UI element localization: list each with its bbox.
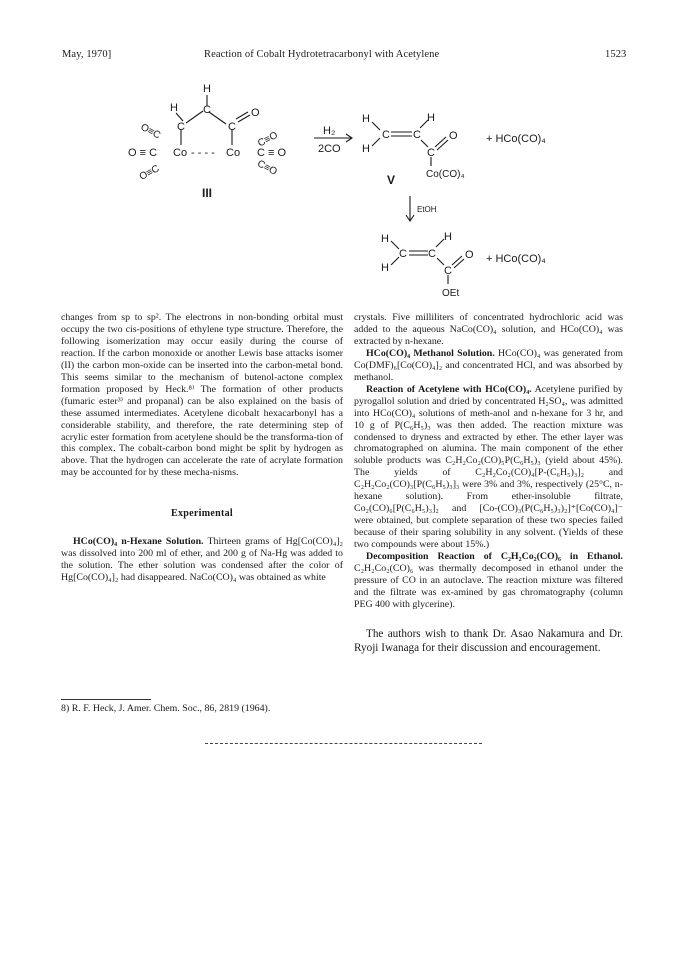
footnote-rule [61,699,151,700]
paragraph-text: Acetylene purified by pyrogallol solution and dried by concentrated H₂SO₄, was admitted into HCo(CO)₄ solutions of meth-anol and n-hexane for 3 hr, and 10 g of P(C₆H₅)₃ was then added. The reaction mixture was condensed to dryness and extracted by ether. The ether layer was chromatographed on alumina. The main component of the ether soluble products was C₂H₂Co₂(CO)₅P(C₆H₅)₃ (yield about 45%). The yields of C₂H₂Co₂(CO)₄[P-(C₆H₅)₃]₂ and C₂H₂Co₂(CO)₃[P(C₆H₅)₃]₃ were 3% and 3%, respectively (25°C, n-hexane solution). From ether-insoluble filtrate, Co₂(CO)₆[P(C₆H₅)₃]₂ and [Co-(CO)₃(P(C₆H₅)₃)₂]⁺[Co(CO)₄]⁻ were obtained, but complete separation of these two species failed because of their sparing solubility in any solvent. (Yields of these two compounds were about 15%.) [354,383,623,551]
co-ligand: C≡O [255,158,279,178]
atom-h: H [203,83,211,95]
reaction-scheme [0,0,688,300]
atom-c: C [427,147,435,159]
dashed-co-co-bond: - - - - [191,147,215,159]
atom-c: C [413,129,421,141]
body-paragraph [354,384,623,551]
atom-h: H [381,262,389,274]
paragraph-text: Thirteen grams of Hg[Co(CO)₄]₂ was dissolved into 200 ml of ether, and 200 g of Na-Hg was added to the solution. The ether solution was condensed after the color of Hg[Co(CO)₄]₂ had disappeared. NaCo(CO)₄ was obtained as white [61,536,343,584]
atom-c: C [399,248,407,260]
byproduct: + HCo(CO)₄ [486,253,546,265]
paragraph-heading: HCo(CO)₄ Methanol Solution. [366,347,495,359]
paragraph-text: HCo(CO)₄ was generated from Co(DMF)₆[Co(CO)₄]₂ and concentrated HCl, and was absorbed by methanol. [354,347,623,383]
header-date: May, 1970] [62,49,112,60]
atom-o: O [251,107,260,119]
left-column [61,312,343,584]
atom-cobalt: Co [226,147,241,159]
co-ligand: O≡C [137,163,162,183]
compound-label-v: V [387,173,396,187]
body-paragraph [354,348,623,384]
reagent-hydrogen: H₂ [323,125,336,137]
co-ligand: C≡O [256,129,280,150]
atom-c: C [428,248,436,260]
reagent-carbon-monoxide: 2CO [318,143,341,155]
co-ligand: C ≡ O [257,147,287,159]
atom-c: C [228,121,236,133]
atom-h: H [427,112,435,124]
atom-h: H [362,113,370,125]
right-column [354,312,623,656]
atom-o: O [449,130,458,142]
body-paragraph: changes from sp to sp². The electrons in non-bonding orbital must occupy the two cis-positions of ethylene type structure. Therefore, the following isomerization may occur easily during the course of reaction. If the carbon monoxide or another Lewis base attacks isomer (II) the carbon mon-oxide can be inserted into the carbon-metal bond. This seems similar to the mechanism of butenol-actone complex formation proposed by Heck.⁸⁾ The formation of other products (fumaric ester³⁾ and propanal) can be also explained on the basis of these assumed intermediates. Acetylene dicobalt hexacarbonyl has a considerable stability, and therefore, the rate determining step of acrylic ester formation from acetylene should be the transforma-tion of this complex. The cobalt-carbon bond might be split by hydrogen as above. That the hydrogen can accelerate the rate of acrylate formation may be accounted for by these mecha-nisms. [61,312,343,479]
acknowledgement: The authors wish to thank Dr. Asao Nakamura and Dr. Ryoji Iwanaga for their discussion and encouragement. [354,627,623,655]
body-paragraph [354,551,623,611]
paragraph-heading: Reaction of Acetylene with HCo(CO)₄. [366,383,532,395]
paragraph-text: C₂H₂Co₂(CO)₆ was thermally decomposed in ethanol under the pressure of CO in an autoclave. The reaction mixture was filtered and the filtrate was ex-amined by gas chromatography (column PEG 400 with glycerine). [354,563,623,610]
atom-c: C [382,129,390,141]
section-heading-experimental: Experimental [171,508,233,520]
end-rule [205,743,482,744]
header-title: Reaction of Cobalt Hydrotetracarbonyl with Acetylene [204,49,440,60]
atom-h: H [170,102,178,114]
ethoxy-group: OEt [442,288,460,299]
reagent-ethanol: EtOH [417,205,437,214]
body-paragraph [61,536,343,584]
atom-c: C [203,104,211,116]
atom-o: O [465,249,474,261]
paragraph-heading: HCo(CO)₄ n-Hexane Solution. [73,536,204,548]
cobalt-tetracarbonyl: Co(CO)₄ [426,169,465,180]
page-number: 1523 [605,49,627,60]
footnote: 8) R. F. Heck, J. Amer. Chem. Soc., 86, 2819 (1964). [61,703,271,714]
co-ligand: O≡C [138,121,163,142]
body-paragraph: crystals. Five milliliters of concentrated hydrochloric acid was added to the aqueous NaCo(CO)₄ solution, and HCo(CO)₄ was extracted by n-hexane. [354,312,623,347]
atom-cobalt: Co [173,147,188,159]
byproduct: + HCo(CO)₄ [486,133,546,145]
atom-c: C [444,265,452,277]
atom-c: C [177,121,185,133]
atom-h: H [362,143,370,155]
atom-h: H [381,233,389,245]
co-ligand: O ≡ C [128,147,158,159]
compound-label-iii: III [202,186,213,200]
paragraph-heading: Decomposition Reaction of C₂H₂Co₂(CO)₆ in Ethanol. [366,551,623,563]
atom-h: H [444,231,452,243]
